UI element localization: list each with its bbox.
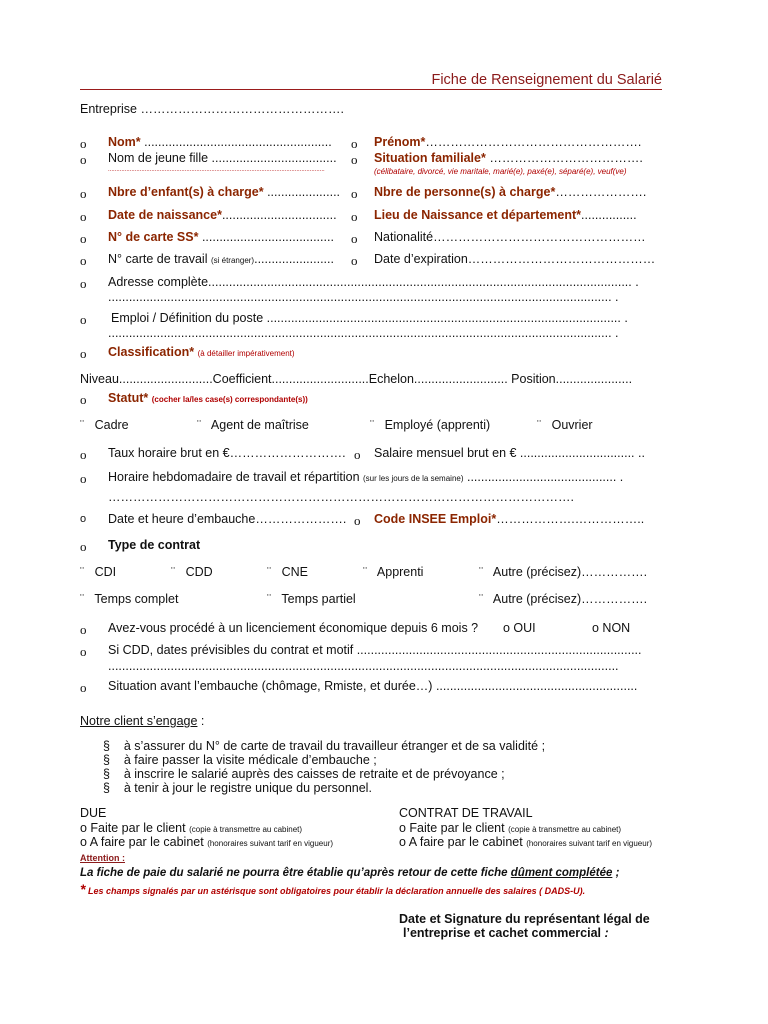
attention-label: Attention : [80, 853, 125, 863]
date-expiration-field[interactable]: Date d’expiration……………………………………… [374, 252, 656, 266]
engagement-title [80, 714, 204, 728]
engagement-colon: : [200, 714, 205, 728]
checkbox[interactable]: ¨ [479, 565, 484, 579]
contrat-option-label: Autre (précisez)……………. [492, 592, 648, 606]
checkbox[interactable]: ¨ [197, 418, 202, 432]
asterisk-mark: * [80, 881, 86, 897]
contrat-option-label: CNE [281, 565, 308, 579]
engagement-text: à tenir à jour le registre unique du personnel. [123, 781, 372, 795]
asterisk-note-text: Les champs signalés par un astérisque sont obligatoires pour établir la déclaration annuelle des salaires ( DADS-U). [87, 886, 586, 896]
engagement-item [103, 739, 545, 753]
bullet: o [80, 539, 87, 554]
type-contrat-label: Type de contrat [108, 538, 201, 552]
horaire-note: (sur les jours de la semaine) [363, 474, 464, 483]
carte-travail-field[interactable] [108, 252, 334, 266]
statut-label: Statut* [108, 391, 149, 405]
contrat-option-label: Temps partiel [281, 592, 356, 606]
signature-colon: : [604, 926, 609, 940]
contrat-option-cdi[interactable] [80, 565, 116, 579]
date-naissance-dots: ................................. [221, 208, 337, 222]
contrat-cabinet-note: (honoraires suivant tarif en vigueur) [526, 839, 653, 848]
taux-horaire-field[interactable]: Taux horaire brut en €………………………. [108, 446, 346, 460]
checkbox[interactable]: ¨ [80, 418, 85, 432]
situation-familiale-label: Situation familiale* [374, 151, 486, 165]
nbre-personnes-label: Nbre de personne(s) à charge* [374, 185, 556, 199]
bullet: o [354, 447, 361, 462]
date-embauche-field[interactable]: Date et heure d’embauche…………………. [108, 512, 347, 526]
situation-familiale-dots: ………………………………. [489, 151, 643, 165]
bullet: o [351, 152, 358, 167]
contrat-option-label: Apprenti [376, 565, 424, 579]
contrat-option-label: Temps complet [94, 592, 179, 606]
bullet: o [351, 186, 358, 201]
section-marker: § [103, 767, 110, 781]
carte-ss-field[interactable] [108, 230, 334, 244]
prenom-dots: ……………………………………………. [425, 135, 642, 149]
due-client-option[interactable] [80, 821, 302, 835]
adresse-line2[interactable]: ................................................................................................................................................. . [108, 290, 619, 304]
asterisk-note [80, 881, 585, 897]
signature-line2 [403, 926, 609, 940]
horaire-hebdo-label: Horaire hebdomadaire de travail et répartition [108, 470, 360, 484]
checkbox[interactable]: ¨ [370, 418, 375, 432]
contrat-client-label: o Faite par le client [399, 821, 505, 835]
bullet: o [80, 209, 87, 224]
nbre-enfants-field[interactable] [108, 185, 340, 199]
nbre-enfants-label: Nbre d’enfant(s) à charge* [108, 185, 264, 199]
bullet: o [351, 209, 358, 224]
bullet: o [80, 253, 87, 268]
lieu-naissance-label: Lieu de Naissance et département* [374, 208, 582, 222]
contrat-option-cne[interactable] [267, 565, 308, 579]
situation-note-dots: .................................................................................................................................. [108, 167, 325, 173]
contrat-client-option[interactable] [399, 821, 621, 835]
contrat-option-temps-complet[interactable] [80, 592, 178, 606]
statut-option-label: Cadre [94, 418, 129, 432]
contrat-option-label: CDI [94, 565, 117, 579]
attention-text-after: ; [615, 867, 620, 879]
bullet: o [80, 136, 87, 151]
engagement-item [103, 753, 377, 767]
contrat-option-label: CDD [185, 565, 213, 579]
bullet: o [80, 644, 87, 659]
statut-option-label: Agent de maîtrise [210, 418, 309, 432]
checkbox[interactable]: ¨ [267, 565, 272, 579]
code-insee-dots: ……………….…………….. [496, 512, 645, 526]
date-naissance-field[interactable] [108, 208, 337, 222]
horaire-hebdo-field[interactable] [108, 470, 623, 484]
contrat-option-cdd[interactable] [171, 565, 213, 579]
nbre-enfants-dots: ..................... [267, 185, 341, 199]
statut-note: (cocher la/les case(s) correspondante(s)) [151, 395, 308, 404]
statut-option-cadre[interactable] [80, 418, 129, 432]
horaire-dots: ........................................... . [466, 470, 624, 484]
attention-text-before: La fiche de paie du salarié ne pourra être établie qu’après retour de cette fiche [80, 867, 508, 879]
bullet: o [80, 680, 87, 695]
bullet: o [80, 186, 87, 201]
contrat-cabinet-label: o A faire par le cabinet [399, 835, 523, 849]
nom-jeune-fille-dots: .................................... [211, 151, 337, 165]
bullet: o [354, 513, 361, 528]
prenom-label: Prénom* [374, 135, 426, 149]
lieu-naissance-dots: ................ [581, 208, 637, 222]
due-cabinet-note: (honoraires suivant tarif en vigueur) [207, 839, 334, 848]
engagement-title-text: Notre client s’engage [80, 714, 198, 728]
carte-travail-dots: ....................... [254, 252, 334, 266]
nbre-personnes-field[interactable] [374, 185, 646, 199]
section-marker: § [103, 781, 110, 795]
bullet: o [351, 136, 358, 151]
attention-text [80, 867, 619, 879]
salaire-mensuel-field[interactable]: Salaire mensuel brut en € ................................. .. [374, 446, 645, 460]
niveau-line[interactable]: Niveau...........................Coefficient............................Echelon........................... Position...................... [80, 372, 633, 386]
carte-ss-dots: ...................................... [201, 230, 334, 244]
nom-jeune-fille-label: Nom de jeune fille [108, 151, 209, 165]
code-insee-field[interactable] [374, 512, 644, 526]
situation-familiale-field[interactable] [374, 151, 643, 165]
bullet: o [80, 471, 87, 486]
due-cabinet-label: o A faire par le cabinet [80, 835, 204, 849]
contrat-option-apprenti[interactable] [363, 565, 423, 579]
contrat-client-note: (copie à transmettre au cabinet) [508, 825, 622, 834]
bullet: o [80, 231, 87, 246]
statut-option-label: Ouvrier [551, 418, 593, 432]
date-naissance-label: Date de naissance* [108, 208, 222, 222]
statut-option-ouvrier[interactable] [537, 418, 593, 432]
carte-travail-note: (si étranger) [210, 256, 255, 265]
checkbox[interactable]: ¨ [80, 592, 85, 606]
lieu-naissance-field[interactable] [374, 208, 637, 222]
nom-dots: ...................................................... [144, 135, 332, 149]
bullet: o [80, 276, 87, 291]
due-client-label: o Faite par le client [80, 821, 186, 835]
statut-option-label: Employé (apprenti) [384, 418, 491, 432]
oui-option[interactable]: o OUI [503, 621, 536, 635]
bullet: o [80, 346, 87, 361]
licenciement-question: Avez-vous procédé à un licenciement économique depuis 6 mois ? [108, 621, 479, 635]
bullet: o [351, 231, 358, 246]
checkbox[interactable]: ¨ [80, 565, 85, 579]
contrat-option-label: Autre (précisez)……………. [492, 565, 648, 579]
bullet: o [80, 392, 87, 407]
contrat-cabinet-option[interactable] [399, 835, 652, 849]
engagement-item [103, 781, 372, 795]
emploi-field[interactable]: Emploi / Définition du poste ...................................................................................................... . [111, 311, 628, 325]
due-title: DUE [80, 806, 107, 820]
adresse-field[interactable]: Adresse complète.......................................................................................................................... . [108, 275, 639, 289]
carte-ss-label: N° de carte SS* [108, 230, 199, 244]
page-title: Fiche de Renseignement du Salarié [431, 72, 662, 88]
code-insee-label: Code INSEE Emploi* [374, 512, 497, 526]
checkbox[interactable]: ¨ [267, 592, 272, 606]
prenom-field[interactable] [374, 135, 641, 149]
contrat-option-autre[interactable] [479, 565, 647, 579]
nom-jeune-fille-field[interactable] [108, 151, 337, 165]
checkbox[interactable]: ¨ [363, 565, 368, 579]
bullet: o [80, 447, 87, 462]
title-underline [80, 89, 662, 90]
bullet: o [80, 622, 87, 637]
emploi-line2[interactable]: ................................................................................................................................................. . [108, 326, 619, 340]
checkbox[interactable]: ¨ [479, 592, 484, 606]
engagement-text: à inscrire le salarié auprès des caisses de retraite et de prévoyance ; [123, 767, 505, 781]
classification-field [108, 345, 295, 359]
carte-travail-label: N° carte de travail [108, 252, 208, 266]
checkbox[interactable]: ¨ [537, 418, 542, 432]
bullet: o [80, 513, 87, 525]
situation-note: (célibataire, divorcé, vie maritale, marié(e), paxé(e), séparé(e), veuf(ve) [374, 167, 627, 176]
cdd-line2[interactable]: ................................................................................................................................................... [108, 659, 619, 673]
due-cabinet-option[interactable] [80, 835, 333, 849]
nationalite-field[interactable]: Nationalité…………………………………………… [374, 230, 646, 244]
statut-field [108, 391, 308, 405]
contrat-travail-title: CONTRAT DE TRAVAIL [399, 806, 533, 820]
due-client-note: (copie à transmettre au cabinet) [189, 825, 303, 834]
nom-label: Nom* [108, 135, 141, 149]
statut-option-employe[interactable] [370, 418, 490, 432]
classification-note: (à détailler impérativement) [197, 349, 295, 358]
checkbox[interactable]: ¨ [171, 565, 176, 579]
horaire-line2[interactable]: …………………………………………………………………………………………………. [108, 490, 574, 504]
bullet: o [80, 152, 87, 167]
entreprise-field[interactable]: Entreprise …………………………………………. [80, 102, 344, 116]
bullet: o [80, 312, 87, 327]
nom-field[interactable] [108, 135, 332, 149]
nbre-personnes-dots: …………………. [555, 185, 647, 199]
section-marker: § [103, 753, 110, 767]
statut-option-agent[interactable] [197, 418, 309, 432]
engagement-text: à s’assurer du N° de carte de travail du travailleur étranger et de sa validité ; [123, 739, 546, 753]
contrat-option-autre-2[interactable] [479, 592, 647, 606]
bullet: o [351, 253, 358, 268]
classification-label: Classification* [108, 345, 195, 359]
contrat-option-temps-partiel[interactable] [267, 592, 356, 606]
attention-text-underlined: dûment complétée [510, 867, 613, 879]
engagement-text: à faire passer la visite médicale d’embauche ; [123, 753, 377, 767]
situation-avant-field[interactable]: Situation avant l’embauche (chômage, Rmiste, et durée…) .......................................................... [108, 679, 638, 693]
section-marker: § [103, 739, 110, 753]
non-option[interactable]: o NON [592, 621, 631, 635]
cdd-field[interactable]: Si CDD, dates prévisibles du contrat et motif .................................................................................. [108, 643, 642, 657]
engagement-item [103, 767, 505, 781]
signature-line1: Date et Signature du représentant légal de [399, 912, 650, 926]
signature-line2-text: l’entreprise et cachet commercial [403, 926, 602, 940]
